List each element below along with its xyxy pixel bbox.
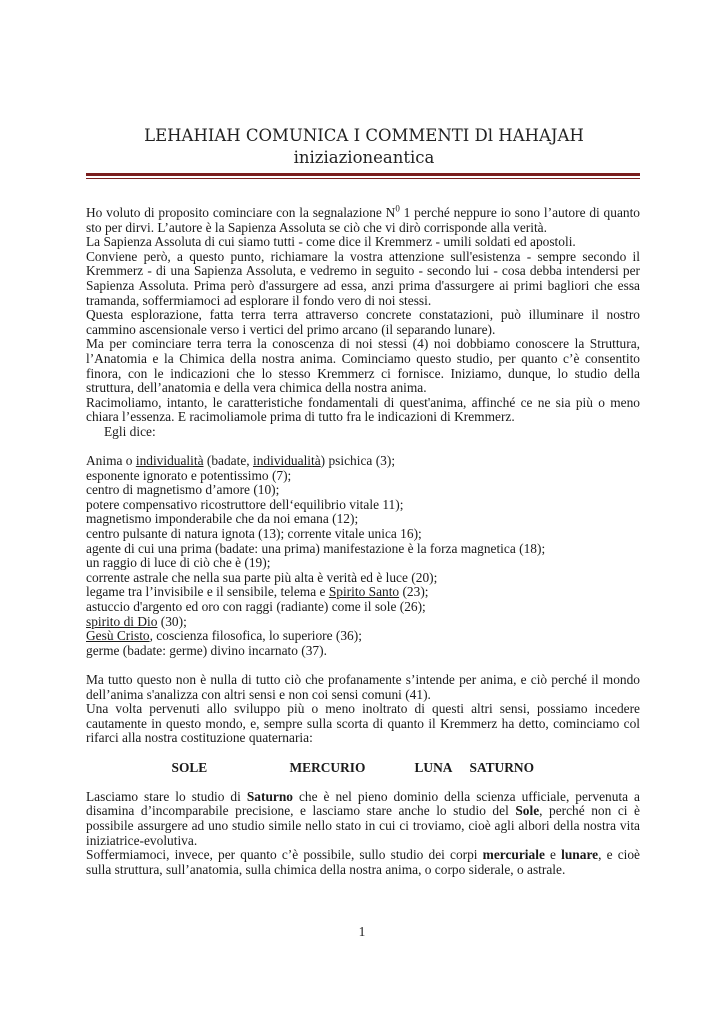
list-item: esponente ignorato e potentissimo (7); — [86, 467, 292, 483]
paragraph: Lasciamo stare lo studio di Saturno che è nel pieno dominio della scienza ufficiale, pervenuta a disamina d’incomparabile precisione, e lasciamo stare anche lo studio del Sole, perché non ci è possibile assurgere ad uno studio simile nello stato in cui ci troviamo, cioè agli albori della nostra vita iniziatrice-evolutiva. — [86, 788, 640, 848]
paragraph: Questa esplorazione, fatta terra terra attraverso concrete constatazioni, può illuminare il nostro cammino ascensionale verso i vertici del primo arcano (il separando lunare). — [86, 307, 640, 337]
list-item: germe (badate: germe) divino incarnato (37). — [86, 642, 327, 658]
planet-luna: LUNA — [414, 759, 453, 775]
list-item: astuccio d'argento ed oro con raggi (radiante) come il sole (26); — [86, 599, 426, 615]
paragraph: Soffermiamoci, invece, per quanto c’è possibile, sullo studio dei corpi mercuriale e lunare, e cioè sulla struttura, sull’anatomia, sulla chimica della nostra anima, o corpo siderale, o astrale. — [86, 847, 640, 877]
list-item: Anima o individualità (badate, individualità) psichica (3); — [86, 453, 396, 469]
title-line-2: iniziazioneantica — [293, 148, 435, 167]
paragraph: Ma tutto questo non è nulla di tutto ciò che profanamente s’intende per anima, e ciò perché il mondo dell’anima s'analizza con altri sensi e non coi sensi comuni (41). — [86, 672, 640, 702]
list-item: un raggio di luce di ciò che è (19); — [86, 555, 271, 571]
paragraph: Una volta pervenuti allo sviluppo più o meno inoltrato di questi altri sensi, possiamo incedere cautamente in questo mondo, e, sempre sulla scorta di quanto il Kremmerz ha detto, cominciamo col rifarci alla nostra costituzione quaternaria: — [86, 701, 640, 746]
list-item: centro pulsante di natura ignota (13); corrente vitale unica 16); — [86, 526, 422, 542]
list-item: legame tra l’invisibile e il sensibile, telema e Spirito Santo (23); — [86, 584, 429, 600]
planets-row — [86, 761, 640, 776]
paragraph: Racimoliamo, intanto, le caratteristiche fondamentali di quest'anima, affinché ce ne sia più o meno chiara l’essenza. E racimoliamole prima di tutto fra le indicazioni di Kremmerz. — [86, 394, 640, 425]
list-item: spirito di Dio (30); — [86, 613, 187, 629]
list-item: corrente astrale che nella sua parte più alta è verità ed è luce (20); — [86, 569, 438, 585]
paragraph: La Sapienza Assoluta di cui siamo tutti - come dice il Kremmerz - umili soldati ed apostoli. — [86, 234, 576, 250]
list-item: Gesù Cristo, coscienza filosofica, lo superiore (36); — [86, 628, 362, 644]
list-item: potere compensativo ricostruttore dell‘equilibrio vitale 11); — [86, 496, 404, 512]
title-line-1: LEHAHIAH COMUNICA I COMMENTI Dl HAHAJAH — [144, 126, 584, 145]
paragraph-quote-intro: Egli dice: — [104, 423, 156, 439]
paragraph: Conviene però, a questo punto, richiamare la vostra attenzione sull'esistenza - sempre secondo il Kremmerz - di una Sapienza Assoluta, e vedremo in seguito - secondo lui - cosa debba intendersi per Sapienza Assoluta. Prima però d'assurgere ad essa, anzi prima d'assurgere ai primi bagliori che essa tramanda, soffermiamoci ad esplorare il fondo vero di noi stessi. — [86, 248, 640, 308]
page-number: 1 — [358, 924, 366, 939]
title-rule-thick — [86, 173, 640, 176]
list-item: magnetismo imponderabile che da noi emana (12); — [86, 511, 359, 527]
document-body — [86, 203, 641, 877]
list-item: agente di cui una prima (badate: una prima) manifestazione è la forza magnetica (18); — [86, 540, 546, 556]
paragraph-intro: Ho voluto di proposito cominciare con la segnalazione $N^0$ 1 perché neppure io sono l’autore di quanto sto per dirvi. L’autore è la Sapienza Assoluta se ciò che vi dirò corrisponde alla verità. — [86, 203, 641, 235]
title-rule-thin — [86, 178, 640, 179]
paragraph: Ma per cominciare terra terra la conoscenza di noi stessi (4) noi dobbiamo conoscere la Struttura, l’Anatomia e la Chimica della nostra anima. Cominciamo questo studio, per quanto c’è consentito finora, con le indicazioni che lo stesso Kremmerz ci fornisce. Iniziamo, dunque, lo studio della struttura, dell’anatomia e della vera chimica della nostra anima. — [86, 336, 640, 396]
list-item: centro di magnetismo d’amore (10); — [86, 482, 280, 498]
planet-sole: SOLE — [171, 759, 208, 775]
document-title — [88, 125, 640, 169]
planet-mercurio: MERCURIO — [289, 759, 366, 775]
planet-saturno: SATURNO — [469, 759, 534, 775]
